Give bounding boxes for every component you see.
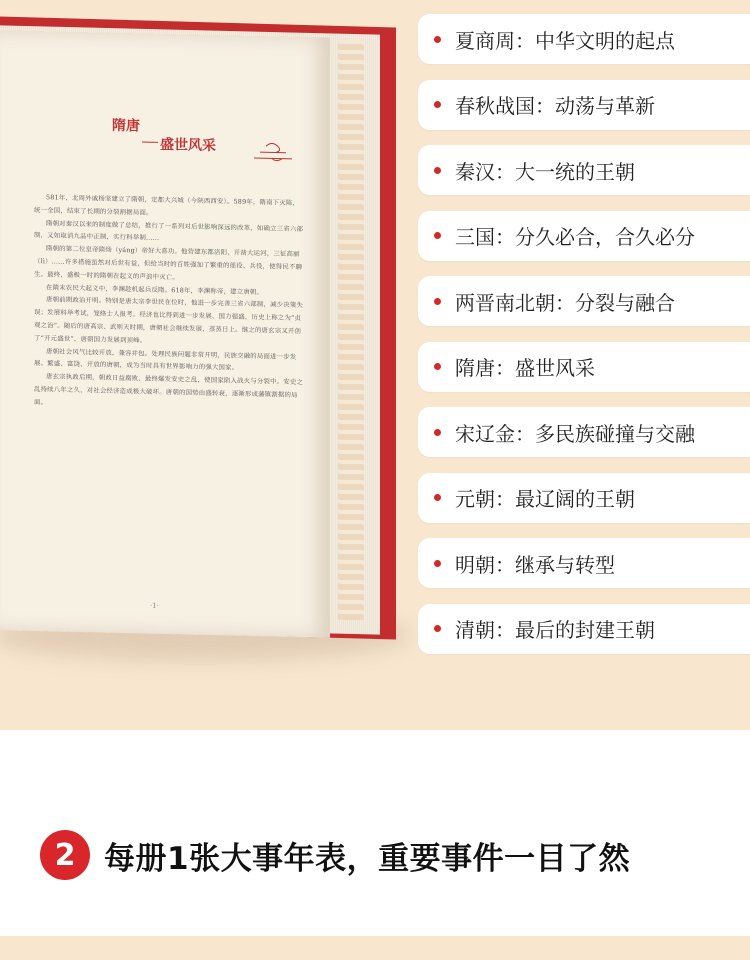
chapter-item bbox=[418, 14, 750, 64]
chapter-item bbox=[418, 407, 750, 457]
body-paragraph: 唐玄宗执政后期，朝政日益腐败，最终爆发安史之乱，使国家陷入战火与分裂中。安史之乱持续八年之久，对社会经济造成极大破坏。唐朝的国势由盛转衰，逐渐形成藩镇割据的局面。 bbox=[34, 372, 304, 407]
chapter-item bbox=[418, 538, 750, 588]
chapter-label: 元朝：最辽阔的王朝 bbox=[455, 487, 635, 511]
chapter-item bbox=[418, 604, 750, 654]
red-dot-icon bbox=[434, 494, 441, 501]
body-paragraph: 隋朝对秦汉以来的制度做了总结，推行了一系列对后世影响深远的改革，如确立三省六部制，又如取消九品中正制，实行科举制…… bbox=[34, 218, 304, 243]
chapter-item bbox=[418, 342, 750, 392]
chapter-label: 清朝：最后的封建王朝 bbox=[455, 618, 655, 642]
feature-row bbox=[40, 830, 630, 880]
feature-number-badge: 2 bbox=[40, 830, 90, 880]
chapter-label: 三国：分久必合，合久必分 bbox=[455, 225, 695, 249]
chapter-label: 春秋战国：动荡与革新 bbox=[455, 94, 655, 118]
chapter-body-text bbox=[34, 191, 304, 415]
chapter-item bbox=[418, 473, 750, 523]
red-dot-icon bbox=[434, 560, 441, 567]
chapter-label: 两晋南北朝：分裂与融合 bbox=[455, 290, 675, 315]
chapter-item bbox=[418, 211, 750, 261]
open-book-page bbox=[0, 30, 330, 637]
chapter-list bbox=[418, 14, 750, 669]
chapter-label: 夏商周：中华文明的起点 bbox=[455, 28, 675, 53]
page-decorative-border bbox=[338, 40, 364, 621]
body-paragraph: 在隋末农民大起义中，李渊趁机起兵反隋。618年，李渊称帝，建立唐朝。 bbox=[46, 282, 264, 296]
feature-headline: 每册1张大事年表，重要事件一目了然 bbox=[104, 840, 631, 877]
chapter-label: 隋唐：盛世风采 bbox=[455, 356, 595, 380]
chapter-label: 秦汉：大一统的王朝 bbox=[455, 159, 635, 184]
body-paragraph: 唐朝社会风气比较开放，兼容并包。处理民族问题非常开明，民族交融的局面进一步发展。繁盛、富饶、开放的唐朝，成为当时具有世界影响力的强大国家。 bbox=[34, 346, 297, 373]
chapter-title: 隋唐 bbox=[112, 117, 140, 135]
chapter-label: 明朝：继承与转型 bbox=[455, 552, 615, 577]
red-dot-icon bbox=[434, 298, 441, 305]
body-paragraph: 隋朝的第二位皇帝隋炀（yáng）帝好大喜功。他营建东都洛阳，开凿大运河，三征高丽（lì）……许多措施虽然对后世有益，但给当时的百姓强加了繁重的徭役、兵役，使得民不聊生。最终，盛极一时的隋朝在起义的声浪中灭亡。 bbox=[34, 244, 303, 282]
red-dot-icon bbox=[434, 363, 441, 370]
page-number: ·1· bbox=[150, 601, 159, 610]
red-dot-icon bbox=[434, 36, 441, 43]
chapter-label: 宋辽金：多民族碰撞与交融 bbox=[455, 421, 695, 446]
red-dot-icon bbox=[434, 429, 441, 436]
red-dot-icon bbox=[434, 101, 441, 108]
footer-strip bbox=[0, 936, 750, 960]
chapter-subtitle: 盛世风采 bbox=[160, 134, 216, 155]
chapter-item bbox=[418, 145, 750, 195]
red-dot-icon bbox=[434, 232, 441, 239]
chapter-item bbox=[418, 80, 750, 130]
body-paragraph: 581年，北周外戚杨坚建立了隋朝，定都大兴城（今陕西西安）。589年，隋南下灭陈，统一全国，结束了长期的分裂割据局面。 bbox=[34, 193, 300, 217]
auspicious-cloud-icon bbox=[252, 140, 296, 165]
red-dot-icon bbox=[434, 167, 441, 174]
chapter-item bbox=[418, 276, 750, 326]
red-dot-icon bbox=[434, 625, 441, 632]
body-paragraph: 唐朝前期政治开明。特别是唐太宗李世民在位时，他进一步完善三省六部制，减少决策失误；发展科举考试，笼络士人报考。经济也比得到进一步发展，国力强盛，历史上称之为“贞观之治”。随后的唐高宗、武则天时期，唐朝社会继续发展，蒸蒸日上。继之的唐玄宗又开创了“开元盛世”，唐朝国力发展到顶峰。 bbox=[34, 295, 304, 345]
